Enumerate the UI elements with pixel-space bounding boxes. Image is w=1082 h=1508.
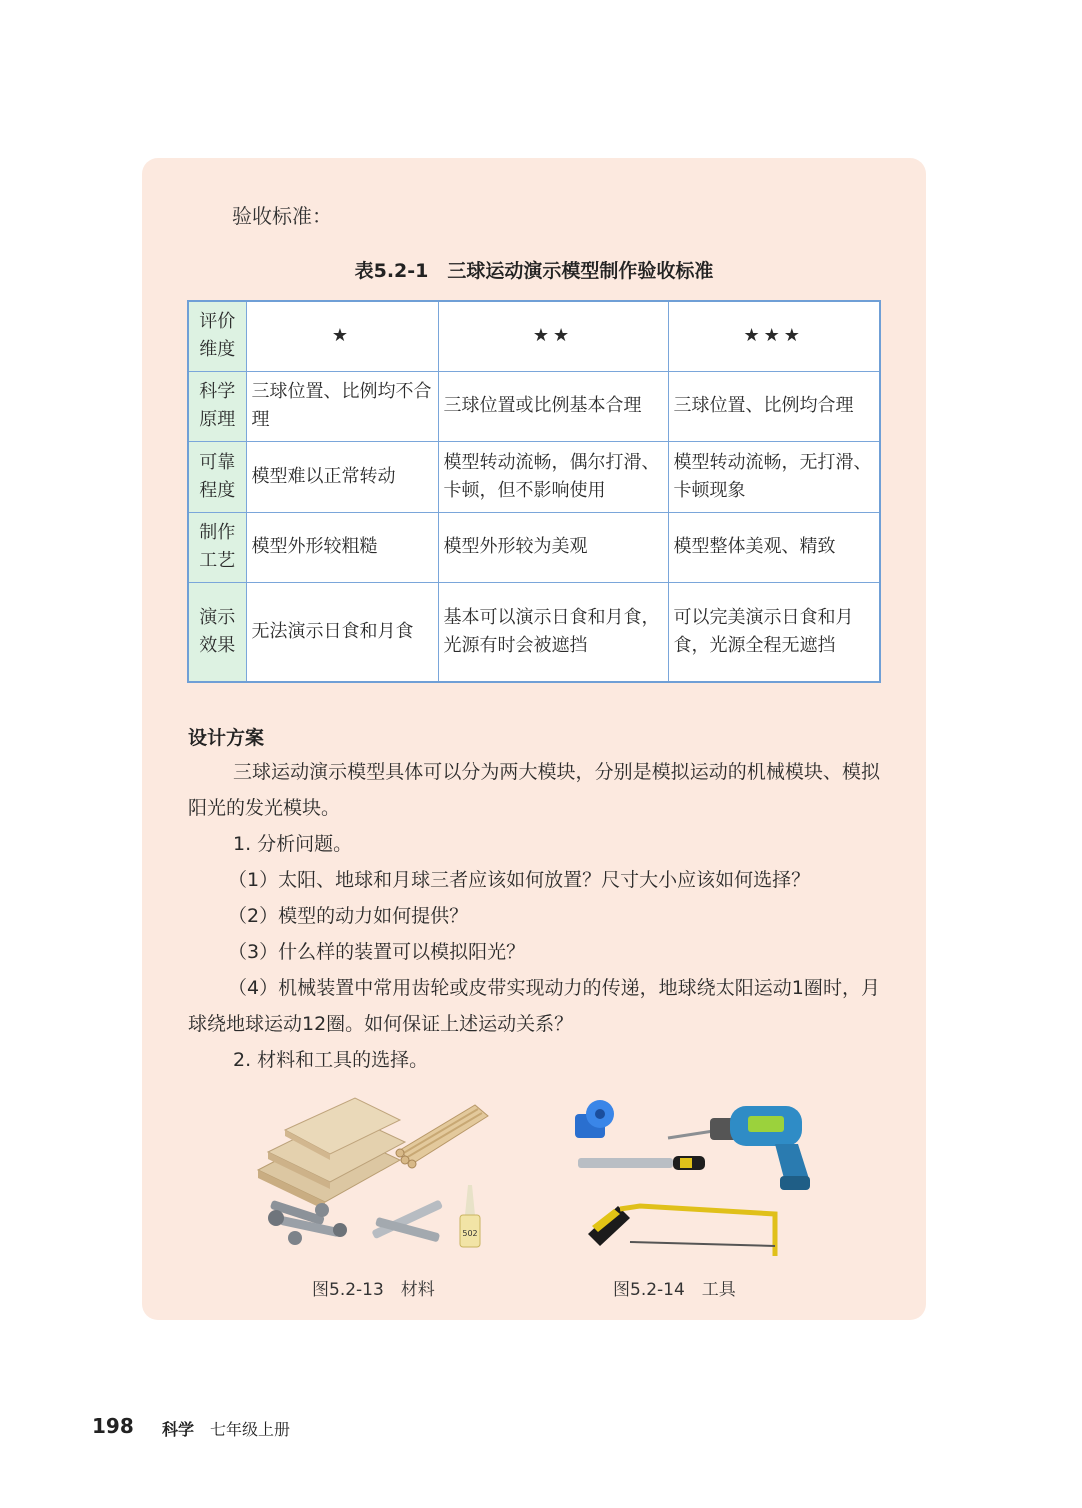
question-4: （4）机械装置中常用齿轮或皮带实现动力的传递，地球绕太阳运动1圈时，月球绕地球运动12圈。如何保证上述运动关系？ [188,977,880,1035]
header-two-stars: ★★ [438,301,668,371]
file-tool-image [578,1156,705,1170]
table-cell: 可以完美演示日食和月食，光源全程无遮挡 [668,582,880,682]
table-row [188,371,880,441]
table-cell: 模型转动流畅，偶尔打滑、卡顿，但不影响使用 [438,441,668,512]
dimension-cell: 制作工艺 [188,512,246,582]
hacksaw-image [588,1206,775,1256]
materials-caption: 图5.2-13 材料 [312,1280,435,1300]
table-header-row [188,301,880,371]
book-title: 科学 [162,1420,195,1439]
header-one-star: ★ [246,301,438,371]
table-cell: 模型外形较粗糙 [246,512,438,582]
gear-icon [575,1100,614,1138]
table-cell: 三球位置或比例基本合理 [438,371,668,441]
table-cell: 模型外形较为美观 [438,512,668,582]
table-cell: 模型难以正常转动 [246,441,438,512]
table-caption: 表5.2-1 三球运动演示模型制作验收标准 [354,260,714,282]
wooden-dowels-image [396,1105,488,1168]
page-number: 198 [92,1414,134,1438]
acceptance-table [187,300,881,683]
book-grade: 七年级上册 [210,1420,291,1439]
header-dimension: 评价维度 [188,301,246,371]
step-2: 2. 材料和工具的选择。 [233,1049,429,1071]
step-1: 1. 分析问题。 [233,833,353,855]
wood-boards-image [258,1098,405,1210]
glue-bottle-image [460,1185,480,1247]
table-cell: 无法演示日食和月食 [246,582,438,682]
dimension-cell: 科学原理 [188,371,246,441]
glue-label: 502 [462,1229,478,1238]
table-row [188,512,880,582]
table-cell: 模型整体美观、精致 [668,512,880,582]
dimension-cell: 演示效果 [188,582,246,682]
table-cell: 三球位置、比例均合理 [668,371,880,441]
bolts-nuts-image [268,1200,347,1245]
table-row [188,582,880,682]
table-row [188,441,880,512]
design-intro: 三球运动演示模型具体可以分为两大模块，分别是模拟运动的机械模块、模拟阳光的发光模块。 [188,761,880,819]
metal-rod-image [371,1199,443,1242]
tools-figure [570,1094,840,1262]
materials-figure [250,1090,500,1258]
design-section-title: 设计方案 [188,727,265,749]
tools-caption: 图5.2-14 工具 [613,1280,736,1300]
question-2: （2）模型的动力如何提供？ [228,905,469,927]
electric-drill-image [668,1106,810,1190]
table-cell: 基本可以演示日食和月食，光源有时会被遮挡 [438,582,668,682]
header-three-stars: ★★★ [668,301,880,371]
acceptance-heading: 验收标准： [232,204,332,228]
question-1: （1）太阳、地球和月球三者应该如何放置？尺寸大小应该如何选择？ [228,869,811,891]
dimension-cell: 可靠程度 [188,441,246,512]
table-cell: 三球位置、比例均不合理 [246,371,438,441]
table-cell: 模型转动流畅，无打滑、卡顿现象 [668,441,880,512]
question-3: （3）什么样的装置可以模拟阳光？ [228,941,526,963]
